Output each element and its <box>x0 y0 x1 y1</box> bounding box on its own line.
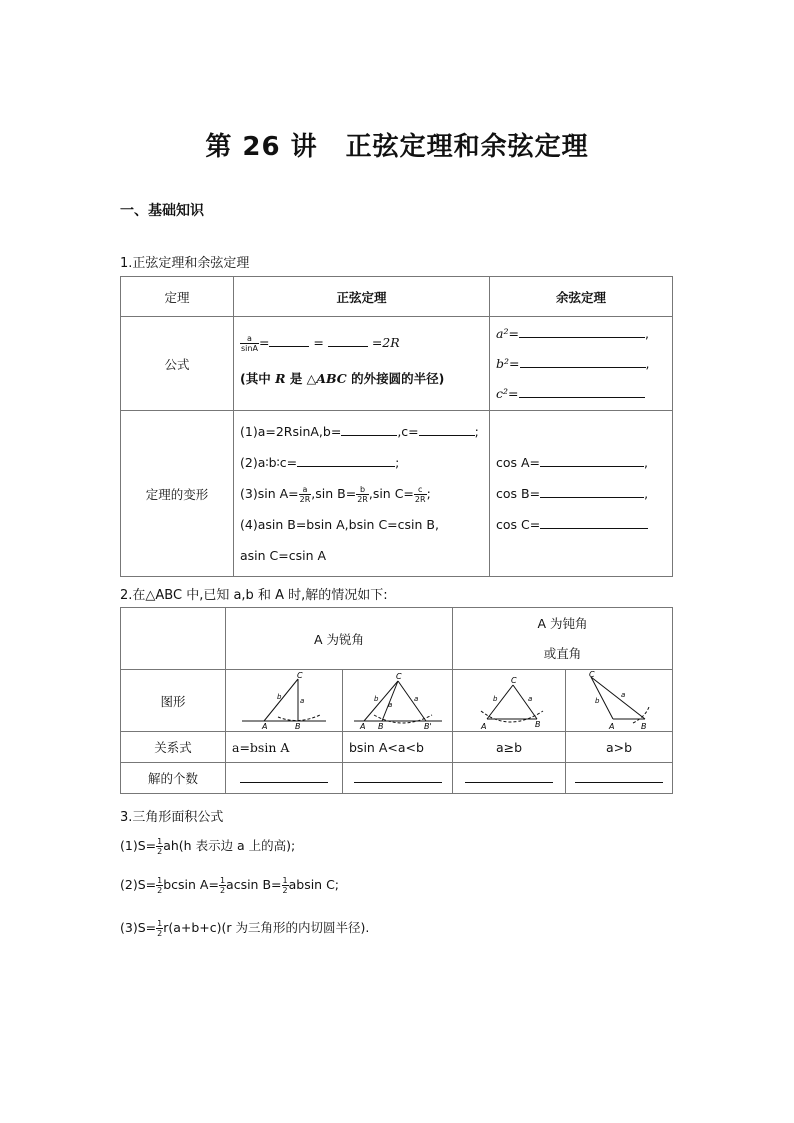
svg-text:A: A <box>609 721 615 731</box>
solutions-table <box>120 607 673 794</box>
lecture-number: 第 26 讲 <box>205 132 318 162</box>
row-formula-label: 公式 <box>121 317 234 411</box>
variant-5: asin C=csin A <box>240 548 327 563</box>
area-formula-1: (1)S= $\frac{1}{2}$ ah(h 表示边 a 上的高); <box>120 837 296 856</box>
count-cell-4 <box>566 763 673 794</box>
sine-fraction: $\frac{a}{\sin A}$ <box>241 334 258 353</box>
header-obtuse: A 为钝角 或直角 <box>453 608 673 670</box>
cos-b2: b²= <box>496 355 520 371</box>
row-count-label: 解的个数 <box>121 763 226 794</box>
frac-c-2r: $\frac{c}{2R}$ <box>414 485 426 504</box>
blank-count-2[interactable] <box>354 770 442 783</box>
count-cell-1 <box>226 763 343 794</box>
blank-cosA[interactable] <box>540 454 644 467</box>
svg-text:A: A <box>481 721 487 731</box>
figure-2 <box>343 670 453 732</box>
header-sine: 正弦定理 <box>234 277 490 317</box>
blank-2[interactable] <box>328 334 368 347</box>
svg-text:a: a <box>387 700 392 709</box>
triangle-two-solutions-figure <box>348 671 448 731</box>
svg-text:a: a <box>528 694 533 703</box>
lecture-topic: 正弦定理和余弦定理 <box>345 132 589 162</box>
theorem-table <box>120 276 673 577</box>
blank-count-3[interactable] <box>465 770 553 783</box>
svg-text:b: b <box>595 696 600 705</box>
row-variant-label: 定理的变形 <box>121 411 234 577</box>
svg-text:C: C <box>511 675 517 685</box>
half-fraction: $\frac{1}{2}$ <box>157 837 163 856</box>
blank-c2[interactable] <box>519 385 645 398</box>
area-formula-2: (2)S= $\frac{1}{2}$ bcsin A= $\frac{1}{2}$ acsin B= $\frac{1}{2}$ absin C; <box>120 876 340 895</box>
part3-heading: 3.三角形面积公式 <box>120 810 224 825</box>
header-acute: A 为锐角 <box>226 608 453 670</box>
header-cosine: 余弦定理 <box>490 277 673 317</box>
svg-text:a: a <box>621 690 626 699</box>
figure-1 <box>226 670 343 732</box>
svg-text:A: A <box>262 721 268 731</box>
sine-formula-cell: $\frac{a}{\sin A}$ = = =2R (其中 R 是 △ABC 的外接圆的半径) <box>234 317 490 411</box>
blank-b[interactable] <box>341 423 397 436</box>
figure-3 <box>453 670 566 732</box>
blank-1[interactable] <box>269 334 309 347</box>
svg-text:A: A <box>359 721 365 731</box>
triangle-right-figure <box>234 671 334 731</box>
relation-2: bsin A<a<b <box>343 732 453 763</box>
frac-b-2r: $\frac{b}{2R}$ <box>357 485 368 504</box>
svg-text:C: C <box>589 670 595 679</box>
blank-cosC[interactable] <box>540 516 648 529</box>
area-formula-3: (3)S= $\frac{1}{2}$ r(a+b+c)(r 为三角形的内切圆半径). <box>120 919 370 938</box>
cos-c2: c²= <box>496 385 519 401</box>
count-cell-3 <box>453 763 566 794</box>
svg-text:b: b <box>373 694 378 703</box>
svg-text:b: b <box>493 694 498 703</box>
row-figure-label: 图形 <box>121 670 226 732</box>
half-fraction: $\frac{1}{2}$ <box>157 876 163 895</box>
blank-ratio[interactable] <box>297 454 395 467</box>
svg-text:B: B <box>295 721 301 731</box>
sine-note: (其中 R 是 △ABC 的外接圆的半径) <box>240 371 445 386</box>
svg-text:a: a <box>413 694 418 703</box>
half-fraction: $\frac{1}{2}$ <box>219 876 226 895</box>
blank-b2[interactable] <box>520 355 646 368</box>
relation-1: a=bsin A <box>226 732 343 763</box>
count-cell-2 <box>343 763 453 794</box>
blank-c[interactable] <box>419 423 475 436</box>
part1-heading: 1.正弦定理和余弦定理 <box>120 256 250 271</box>
sine-2r: =2R <box>371 335 400 350</box>
relation-4: a>b <box>566 732 673 763</box>
svg-text:b: b <box>277 692 282 701</box>
blank-count-4[interactable] <box>575 770 663 783</box>
section-heading: 一、基础知识 <box>120 203 204 219</box>
cosine-variant-cell: cos A= , cos B= , cos C= <box>490 411 673 577</box>
row-relation-label: 关系式 <box>121 732 226 763</box>
cosine-formula-cell: a²= , b²= , c²= <box>490 317 673 411</box>
half-fraction: $\frac{1}{2}$ <box>157 919 163 938</box>
part2-heading: 2.在△ABC 中,已知 a,b 和 A 时,解的情况如下: <box>120 588 388 603</box>
page-title <box>0 126 794 163</box>
blank-cosB[interactable] <box>540 485 644 498</box>
frac-a-2r: $\frac{a}{2R}$ <box>299 485 311 504</box>
svg-text:B: B <box>377 721 383 731</box>
svg-text:C: C <box>297 670 303 680</box>
blank-count-1[interactable] <box>240 770 328 783</box>
variant-4: (4)asin B=bsin A,bsin C=csin B, <box>240 517 439 532</box>
sine-variant-cell: (1)a=2RsinA,b= ,c= ; (2)a∶b∶c= ; (3)sin A= $\frac{a}{2R}$ ,sin B= $\frac{b}{2R}$ ,sin C= $\frac{c}{2R}$ ; (4)asin B=bsin A,bsin C=csin B, asin C=csin A <box>234 411 490 577</box>
triangle-obtuse-two-figure <box>569 671 669 731</box>
half-fraction: $\frac{1}{2}$ <box>282 876 288 895</box>
relation-3: a≥b <box>453 732 566 763</box>
svg-text:a: a <box>300 696 305 705</box>
header-theorem: 定理 <box>121 277 234 317</box>
svg-text:B': B' <box>423 721 432 731</box>
cos-a2: a²= <box>496 325 519 341</box>
svg-text:B: B <box>535 719 541 729</box>
figure-4 <box>566 670 673 732</box>
triangle-obtuse-one-figure <box>459 671 559 731</box>
svg-text:B: B <box>641 721 647 731</box>
blank-a2[interactable] <box>519 325 645 338</box>
svg-text:C: C <box>395 671 402 681</box>
corner-cell <box>121 608 226 670</box>
